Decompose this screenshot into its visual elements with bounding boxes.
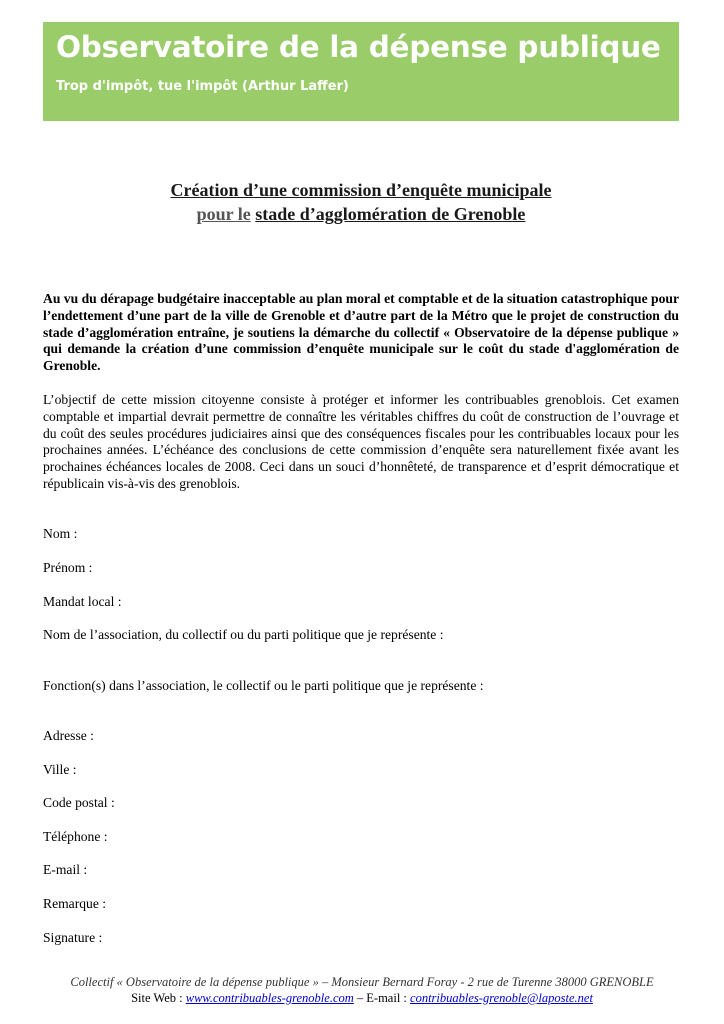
objective-paragraph: L’objectif de cette mission citoyenne consiste à protéger et informer les contribuables grenoblois. Cet examen comptable et impartial devrait permettre de connaître les véritables chiffres du coût de construction de l’ouvrage et du coût des seules procédures judiciaires ainsi que des conséquences fiscales pour les contribuables locaux pour les prochaines années. L’échéance des conclusions de cette commission d’enquête sera naturellement fixée avant les prochaines échéances locales de 2008. Ceci dans un souci d’honnêteté, de transparence et d’esprit démocratique et républicain vis-à-vis des grenoblois.: [43, 392, 679, 491]
site-link[interactable]: www.contribuables-grenoble.com: [185, 991, 354, 1005]
title-line2-rest: stade d’agglomération de Grenoble: [255, 204, 526, 224]
footer-contact: [0, 991, 724, 1006]
document-title-line2: [43, 202, 679, 226]
statement-paragraph: Au vu du dérapage budgétaire inacceptable au plan moral et comptable et de la situation catastrophique pour l’endettement d’une part de la ville de Grenoble et d’autre part de la Métro que le projet de construction du stade d’agglomération entraîne, je soutiens la démarche du collectif « Observatoire de la dépense publique » qui demande la création d’une commission d’enquête municipale sur le coût du stade d'agglomération de Grenoble.: [43, 291, 679, 374]
header-banner: [43, 22, 679, 121]
title-line2-prefix: pour le: [196, 204, 251, 224]
field-mandat: Mandat local :: [43, 594, 122, 609]
field-remarque: Remarque :: [43, 896, 107, 911]
email-link[interactable]: contribuables-grenoble@laposte.net: [410, 991, 593, 1005]
email-label: – E-mail :: [356, 991, 407, 1005]
document-title-line1: [43, 178, 679, 202]
field-code-postal: Code postal :: [43, 795, 115, 810]
banner-title: Observatoire de la dépense publique: [56, 30, 661, 64]
field-adresse: Adresse :: [43, 728, 94, 743]
field-association: Nom de l’association, du collectif ou du parti politique que je représente :: [43, 627, 444, 642]
site-label: Site Web :: [131, 991, 183, 1005]
footer-address: Collectif « Observatoire de la dépense publique » – Monsieur Bernard Foray - 2 rue de Turenne 38000 GRENOBLE: [70, 975, 654, 989]
field-signature: Signature :: [43, 930, 103, 945]
field-prenom: Prénom :: [43, 560, 93, 575]
field-telephone: Téléphone :: [43, 829, 108, 844]
field-ville: Ville :: [43, 762, 77, 777]
title-line1-text: Création d’une commission d’enquête municipale: [170, 180, 552, 200]
field-fonction: Fonction(s) dans l’association, le collectif ou le parti politique que je représente :: [43, 678, 484, 693]
field-nom: Nom :: [43, 526, 78, 541]
banner-subtitle: Trop d'impôt, tue l'impôt (Arthur Laffer): [56, 79, 349, 94]
field-email: E-mail :: [43, 862, 88, 877]
